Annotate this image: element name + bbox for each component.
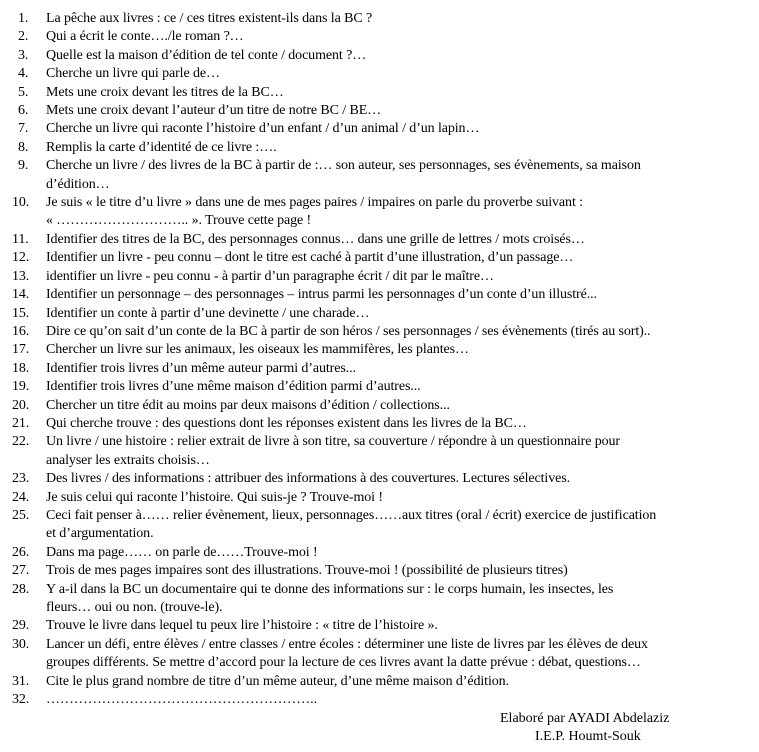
list-item	[6, 691, 756, 709]
item-text: Identifier trois livres d’un même auteur parmi d’autres...	[46, 360, 356, 376]
list-item	[6, 139, 756, 157]
item-number: 32.	[12, 692, 30, 708]
item-number: 15.	[12, 305, 30, 321]
item-text: Mets une croix devant les titres de la BC…	[46, 84, 284, 100]
list-item	[6, 10, 756, 28]
item-text: Identifier trois livres d’une même maison d’édition parmi d’autres...	[46, 379, 421, 395]
list-item	[6, 470, 756, 488]
item-number: 8.	[18, 139, 29, 155]
item-number: 11.	[12, 231, 29, 247]
item-text: …………………………………………………..	[46, 692, 317, 708]
item-text: Quelle est la maison d’édition de tel conte / document ?…	[46, 47, 367, 63]
author-name: Elaboré par AYADI Abdelaziz	[500, 711, 670, 726]
item-text: Dans ma page…… on parle de……Trouve-moi !	[46, 544, 318, 560]
item-text: Identifier un conte à partir d’une devinette / une charade…	[46, 305, 370, 321]
item-text: Chercher un titre édit au moins par deux maisons d’édition / collections...	[46, 397, 450, 413]
item-number: 30.	[12, 636, 30, 652]
list-item	[6, 360, 756, 378]
list-item	[6, 84, 756, 102]
item-text: Cherche un livre qui parle de…	[46, 66, 220, 82]
item-text-continued: « ……………………….. ». Trouve cette page !	[46, 213, 312, 229]
item-number: 9.	[18, 158, 29, 174]
item-number: 25.	[12, 507, 30, 523]
item-text: Y a-il dans la BC un documentaire qui te donne des informations sur : le corps humain, les insectes, les	[46, 581, 614, 597]
item-text: Qui cherche trouve : des questions dont les réponses existent dans les livres de la BC…	[46, 415, 527, 431]
item-text: Des livres / des informations : attribuer des informations à des couvertures. Lectures sélectives.	[46, 471, 570, 487]
item-text: Remplis la carte d’identité de ce livre :….	[46, 139, 277, 155]
list-item	[6, 341, 756, 359]
list-item	[6, 65, 756, 83]
item-text-continued: et d’argumentation.	[46, 526, 154, 542]
list-item	[6, 617, 756, 635]
list-item	[6, 28, 756, 46]
activity-list	[6, 10, 756, 709]
item-number: 14.	[12, 287, 30, 303]
list-item	[6, 157, 756, 194]
item-text: Identifier un personnage – des personnages – intrus parmi les personnages d’un conte d’un illustré...	[46, 287, 597, 303]
item-number: 18.	[12, 360, 30, 376]
item-text: La pêche aux livres : ce / ces titres existent-ils dans la BC ?	[46, 11, 373, 26]
item-number: 27.	[12, 563, 30, 579]
list-item	[6, 102, 756, 120]
item-number: 26.	[12, 544, 30, 560]
item-number: 7.	[18, 121, 29, 137]
item-text-continued: d’édition…	[46, 176, 110, 192]
item-number: 13.	[12, 268, 30, 284]
item-number: 31.	[12, 673, 30, 689]
item-number: 19.	[12, 379, 30, 395]
item-text: Cite le plus grand nombre de titre d’un même auteur, d’une même maison d’édition.	[46, 673, 509, 689]
item-number: 5.	[18, 84, 29, 100]
list-item	[6, 286, 756, 304]
item-text: Je suis « le titre d’u livre » dans une de mes pages paires / impaires on parle du proverbe suivant :	[46, 195, 583, 211]
list-item	[6, 489, 756, 507]
item-number: 17.	[12, 342, 30, 358]
list-item	[6, 581, 756, 618]
item-number: 28.	[12, 581, 30, 597]
list-item	[6, 544, 756, 562]
item-number: 1.	[18, 11, 29, 26]
item-number: 23.	[12, 471, 30, 487]
item-number: 16.	[12, 323, 30, 339]
item-text-continued: analyser les extraits choisis…	[46, 452, 210, 468]
item-text: identifier un livre - peu connu - à partir d’un paragraphe écrit / dit par le maître…	[46, 268, 494, 284]
list-item	[6, 397, 756, 415]
list-item	[6, 433, 756, 470]
list-item	[6, 249, 756, 267]
item-text: Qui a écrit le conte…./le roman ?…	[46, 29, 244, 45]
list-item	[6, 636, 756, 673]
item-text-continued: fleurs… oui ou non. (trouve-le).	[46, 600, 223, 615]
list-item	[6, 120, 756, 138]
list-item	[6, 323, 756, 341]
item-number: 24.	[12, 489, 30, 505]
list-item	[6, 268, 756, 286]
item-text: Je suis celui qui raconte l’histoire. Qui suis-je ? Trouve-moi !	[46, 489, 383, 505]
item-text: Cherche un livre / des livres de la BC à partir de :… son auteur, ses personnages, ses évènements, sa maison	[46, 158, 641, 174]
signature-block	[500, 710, 740, 746]
item-text: Trois de mes pages impaires sont des illustrations. Trouve-moi ! (possibilité de plusieurs titres)	[46, 563, 568, 579]
item-number: 12.	[12, 250, 30, 266]
item-number: 21.	[12, 415, 30, 431]
list-item	[6, 415, 756, 433]
list-item	[6, 231, 756, 249]
item-number: 4.	[18, 66, 29, 82]
item-text: Identifier un livre - peu connu – dont le titre est caché à partit d’une illustration, d’un passage…	[46, 250, 574, 266]
list-item	[6, 305, 756, 323]
item-number: 10.	[12, 195, 30, 211]
item-text: Mets une croix devant l’auteur d’un titre de notre BC / BE…	[46, 103, 382, 119]
author-institution: I.E.P. Houmt-Souk	[535, 729, 641, 744]
item-text: Cherche un livre qui raconte l’histoire d’un enfant / d’un animal / d’un lapin…	[46, 121, 480, 137]
item-text-continued: groupes différents. Se mettre d’accord pour la lecture de ces livres avant la datte prévue : débat, questions…	[46, 655, 641, 671]
list-item	[6, 47, 756, 65]
item-number: 29.	[12, 618, 30, 634]
item-text: Lancer un défi, entre élèves / entre classes / entre écoles : déterminer une liste de livres par les élèves de deux	[46, 636, 648, 652]
item-text: Un livre / une histoire : relier extrait de livre à son titre, sa couverture / répondre à un questionnaire pour	[46, 434, 620, 450]
item-number: 2.	[18, 29, 29, 45]
list-item	[6, 562, 756, 580]
item-number: 3.	[18, 47, 29, 63]
item-number: 22.	[12, 434, 30, 450]
list-item	[6, 507, 756, 544]
item-text: Dire ce qu’on sait d’un conte de la BC à partir de son héros / ses personnages / ses évènements (tirés au sort)..	[46, 323, 651, 339]
list-item	[6, 378, 756, 396]
list-item	[6, 673, 756, 691]
item-text: Identifier des titres de la BC, des personnages connus… dans une grille de lettres / mots croisés…	[46, 231, 585, 247]
item-number: 20.	[12, 397, 30, 413]
list-item	[6, 194, 756, 231]
item-text: Ceci fait penser à…… relier évènement, lieux, personnages……aux titres (oral / écrit) exercice de justification	[46, 507, 657, 523]
item-number: 6.	[18, 103, 29, 119]
item-text: Chercher un livre sur les animaux, les oiseaux les mammifères, les plantes…	[46, 342, 469, 358]
item-text: Trouve le livre dans lequel tu peux lire l’histoire : « titre de l’histoire ».	[46, 618, 438, 634]
